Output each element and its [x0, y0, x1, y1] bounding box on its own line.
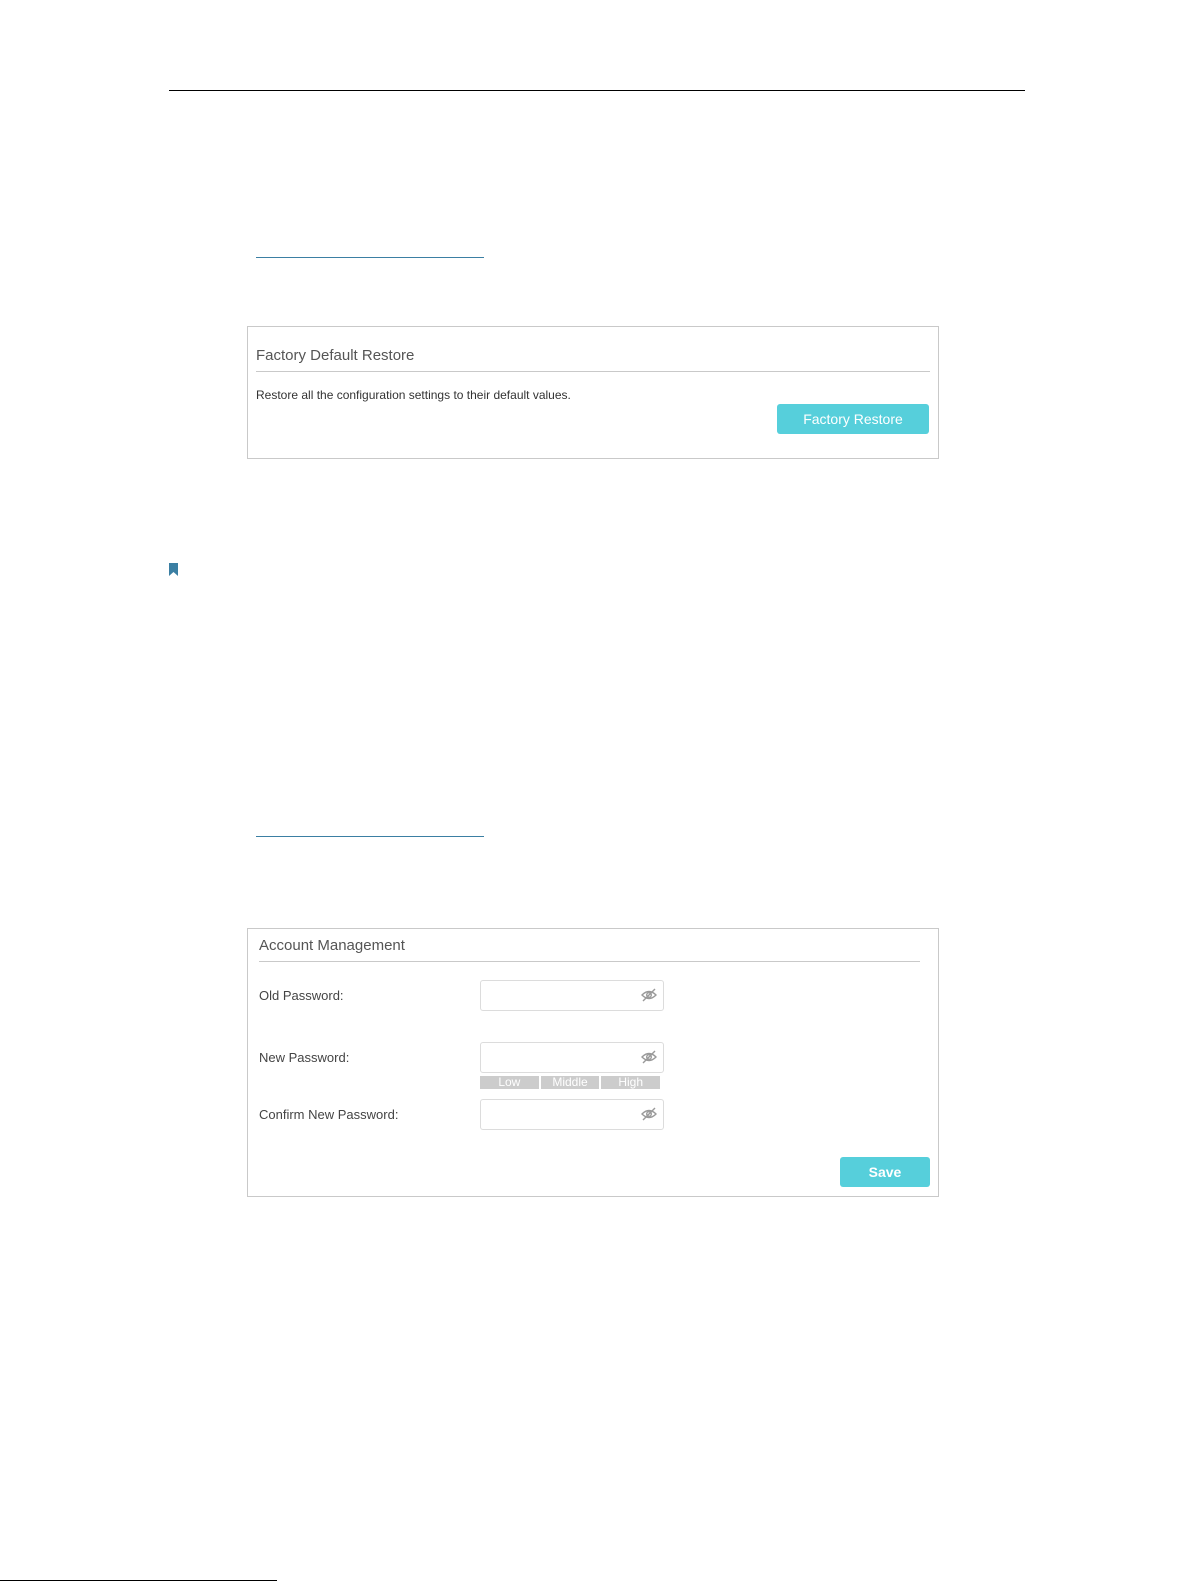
footer-rule	[0, 1580, 277, 1581]
factory-restore-button[interactable]: Factory Restore	[777, 404, 929, 434]
account-management-divider	[259, 961, 920, 962]
password-strength-meter	[480, 1076, 660, 1089]
account-management-panel	[247, 928, 939, 1197]
link-underline-account[interactable]	[256, 836, 484, 837]
link-underline-factory[interactable]	[256, 257, 484, 258]
factory-restore-panel	[247, 326, 939, 459]
factory-restore-divider	[256, 371, 930, 372]
old-password-label: Old Password:	[259, 988, 344, 1003]
new-password-label: New Password:	[259, 1050, 350, 1065]
header-rule	[169, 90, 1025, 91]
factory-restore-title: Factory Default Restore	[256, 347, 415, 364]
confirm-password-input[interactable]	[480, 1099, 664, 1130]
save-button[interactable]: Save	[840, 1157, 930, 1187]
strength-high: High	[601, 1076, 660, 1089]
strength-middle: Middle	[541, 1076, 600, 1089]
eye-off-icon[interactable]	[641, 988, 657, 1002]
eye-off-icon[interactable]	[641, 1107, 657, 1121]
bookmark-icon	[169, 563, 178, 576]
factory-restore-description: Restore all the configuration settings to their default values.	[256, 388, 571, 402]
new-password-input[interactable]	[480, 1042, 664, 1073]
strength-low: Low	[480, 1076, 539, 1089]
eye-off-icon[interactable]	[641, 1050, 657, 1064]
account-management-title: Account Management	[259, 937, 405, 954]
old-password-input[interactable]	[480, 980, 664, 1011]
confirm-password-label: Confirm New Password:	[259, 1107, 399, 1122]
